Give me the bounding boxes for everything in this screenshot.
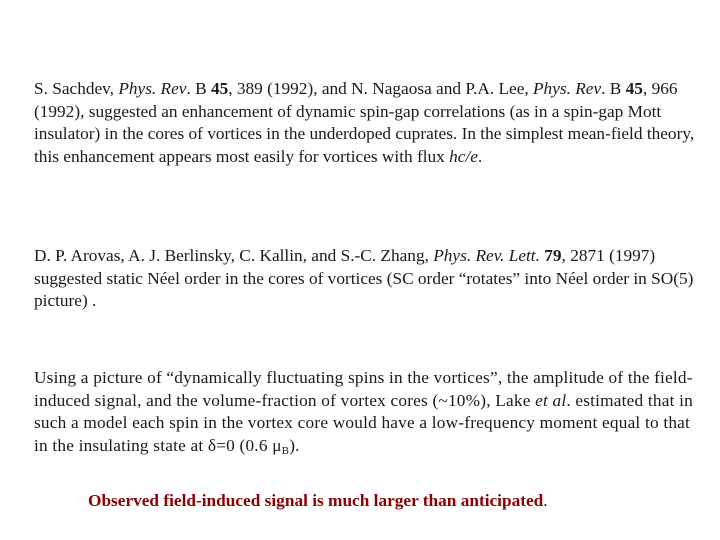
journal-name: Phys. Rev	[533, 79, 602, 98]
text: , 2871 (1997) suggested static Néel order in the cores of vortices (SC order “rotates” into Néel order in SO(5) picture) .	[34, 246, 694, 311]
text: . B	[601, 79, 626, 98]
conclusion-statement	[88, 490, 548, 512]
text: =0 (0.6	[216, 435, 273, 455]
text: ).	[289, 435, 300, 455]
volume-number: 45	[625, 79, 643, 98]
text: . B	[186, 79, 211, 98]
volume-number: 79	[544, 246, 562, 265]
paragraph-lake-estimate	[34, 367, 702, 462]
text: S. Sachdev,	[34, 79, 119, 98]
text: Using a picture of “dynamically fluctuating spins in the vortices”, the amplitude of the field-induced signal, and the volume-fraction of vortex cores (~10%), Lake	[34, 368, 693, 410]
flux-quantum: hc/e	[449, 146, 478, 166]
journal-name: Phys. Rev	[118, 79, 187, 98]
paragraph-arovas-et-al	[34, 245, 702, 313]
journal-name: Phys. Rev. Lett.	[433, 246, 540, 265]
mu-subscript: B	[281, 444, 290, 457]
mu-symbol: μ	[272, 435, 282, 455]
delta-symbol: δ	[207, 435, 217, 455]
volume-number: 45	[210, 79, 229, 98]
text: D. P. Arovas, A. J. Berlinsky, C. Kallin, and S.-C. Zhang,	[34, 246, 434, 265]
text: , 389 (1992), and N. Nagaosa and P.A. Lee,	[228, 79, 533, 98]
text: .	[477, 146, 483, 166]
text: . estimated that in such a model each spin in the vortex core would have a low-frequency moment equal to that in the insulating state at	[34, 390, 693, 455]
paragraph-sachdev-nagaosa-lee	[34, 78, 702, 168]
conclusion-period: .	[543, 491, 548, 510]
text: , 966 (1992), suggested an enhancement of dynamic spin-gap correlations (as in a spin-gap Mott insulator) in the cores of vortices in the underdoped cuprates. In the simplest mean-field theory, this enhancement appears most easily for vortices with flux	[34, 79, 695, 166]
conclusion-text: Observed field-induced signal is much larger than anticipated	[88, 491, 544, 510]
et-al: et al	[535, 390, 567, 410]
